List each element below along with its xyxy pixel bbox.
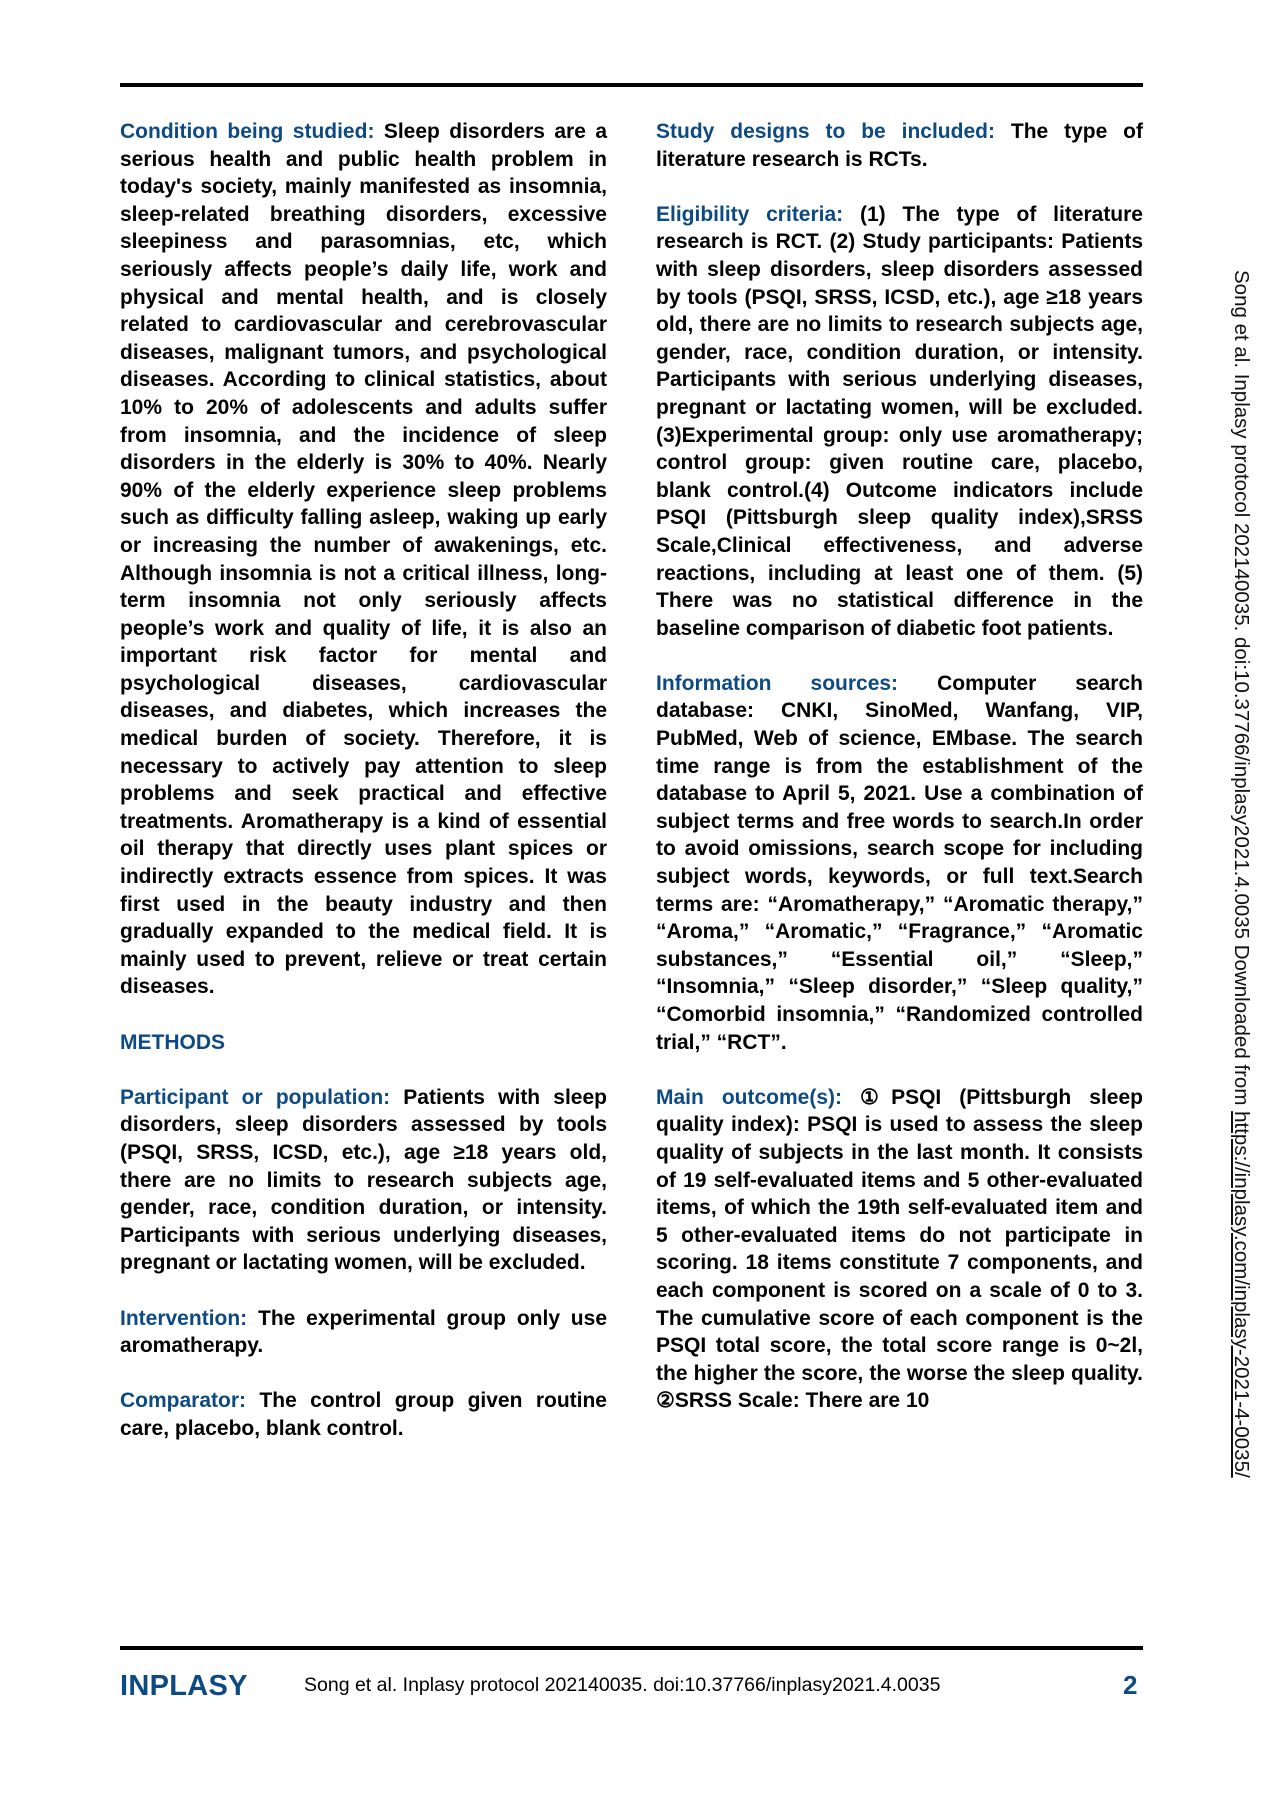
condition-text: Sleep disorders are a serious health and public health problem in today's society, mainly manifested as insomnia, sleep-related breathing disorders, excessive sleepiness and parasomnias, etc, which seriously affects people’s daily life, work and physical and mental health, and is closely related to cardiovascular and cerebrovascular diseases, malignant tumors, and psychological diseases. According to clinical statistics, about 10% to 20% of adolescents and adults suffer from insomnia, and the incidence of sleep disorders in the elderly is 30% to 40%. Nearly 90% of the elderly experience sleep problems such as difficulty falling asleep, waking up early or increasing the number of awakenings, etc. Although insomnia is not a critical illness, long-term insomnia not only seriously affects people’s work and quality of life, it is also an important risk factor for mental and psychological diseases, cardiovascular diseases, and diabetes, which increases the medical burden of society. Therefore, it is necessary to actively pay attention to sleep problems and seek practical and effective treatments. Aromatherapy is a kind of essential oil therapy that directly uses plant spices or indirectly extracts essence from spices. It was first used in the beauty industry and then gradually expanded to the medical field. It is mainly used to prevent, relieve or treat certain diseases. — [120, 120, 607, 999]
participants-text: Patients with sleep disorders, sleep disorders assessed by tools (PSQI, SRSS, ICSD, etc.), age ≥18 years old, there are no limits to research subjects age, gender, race, condition duration, or intensity. Participants with serious underlying diseases, pregnant or lactating women, will be excluded. — [120, 1085, 607, 1275]
study-designs-label: Study designs to be included: — [656, 120, 995, 143]
main-outcomes-text: ①PSQI (Pittsburgh sleep quality index): PSQI is used to assess the sleep quality of subjects in the last month. It consists of 19 self-evaluated items and 5 other-evaluated items, of which the 19th self-evaluated item and 5 other-evaluated items do not participate in scoring. 18 items constitute 7 components, and each component is scored on a scale of 0 to 3. The cumulative score of each component is the PSQI total score, the total score range is 0~2l, the higher the score, the worse the sleep quality. ②SRSS Scale: There are 10 — [656, 1085, 1143, 1413]
information-sources-section — [656, 670, 1143, 1056]
main-outcomes-section — [656, 1084, 1143, 1415]
footer-rule — [120, 1646, 1143, 1650]
comparator-label: Comparator: — [120, 1389, 247, 1413]
side-note-text: Song et al. Inplasy protocol 202140035. doi:10.37766/inplasy2021.4.0035 Downloaded from — [1230, 270, 1253, 1112]
intervention-label: Intervention: — [120, 1306, 248, 1330]
footer-citation: Song et al. Inplasy protocol 202140035. doi:10.37766/inplasy2021.4.0035 — [304, 1674, 941, 1696]
main-outcomes-label: Main outcome(s): — [656, 1085, 843, 1109]
study-designs-section — [656, 118, 1143, 173]
comparator-text: The control group given routine care, placebo, blank control. — [120, 1389, 607, 1440]
eligibility-section — [656, 201, 1143, 643]
intervention-text: The experimental group only use aromatherapy. — [120, 1306, 607, 1358]
side-download-note — [1229, 270, 1253, 1478]
methods-heading: METHODS — [120, 1030, 225, 1054]
left-column — [120, 118, 607, 1470]
participants-section — [120, 1084, 607, 1277]
page-number: 2 — [1123, 1670, 1138, 1700]
eligibility-text: (1) The type of literature research is RCT. (2) Study participants: Patients with sleep disorders, sleep disorders assessed by tools (PSQI, SRSS, ICSD, etc.), age ≥18 years old, there are no limits to research subjects age, gender, race, condition duration, or intensity. Participants with serious underlying diseases, pregnant or lactating women, will be excluded. (3)Experimental group: only use aromatherapy; control group: given routine care, placebo, blank control.(4) Outcome indicators include PSQI (Pittsburgh sleep quality index),SRSS Scale,Clinical effectiveness, and adverse reactions, including at least one of them. (5) There was no statistical difference in the baseline comparison of diabetic foot patients. — [656, 202, 1143, 640]
condition-label: Condition being studied: — [120, 120, 375, 143]
information-sources-text: Computer search database: CNKI, SinoMed, Wanfang, VIP, PubMed, Web of science, EMbase. The search time range is from the establishment of the database to April 5, 2021. Use a combination of subject terms and free words to search.In order to avoid omissions, search scope for including subject words, keywords, or full text.Search terms are: “Aromatherapy,” “Aromatic therapy,” “Aroma,” “Aromatic,” “Fragrance,” “Aromatic substances,” “Essential oil,” “Sleep,” “Insomnia,” “Sleep disorder,” “Sleep quality,” “Comorbid insomnia,” “Randomized controlled trial,” “RCT”. — [656, 671, 1143, 1054]
study-designs-text: The type of literature research is RCTs. — [656, 120, 1144, 171]
condition-section — [120, 118, 607, 1001]
header-rule — [120, 83, 1143, 87]
intervention-section — [120, 1305, 607, 1360]
comparator-section — [120, 1387, 607, 1442]
footer-brand-logo: INPLASY — [120, 1670, 248, 1702]
download-link[interactable]: https://inplasy.com/inplasy-2021-4-0035/ — [1230, 1111, 1253, 1478]
right-column — [656, 118, 1143, 1443]
information-sources-label: Information sources: — [656, 671, 899, 695]
eligibility-label: Eligibility criteria: — [656, 202, 844, 226]
participants-label: Participant or population: — [120, 1085, 391, 1109]
